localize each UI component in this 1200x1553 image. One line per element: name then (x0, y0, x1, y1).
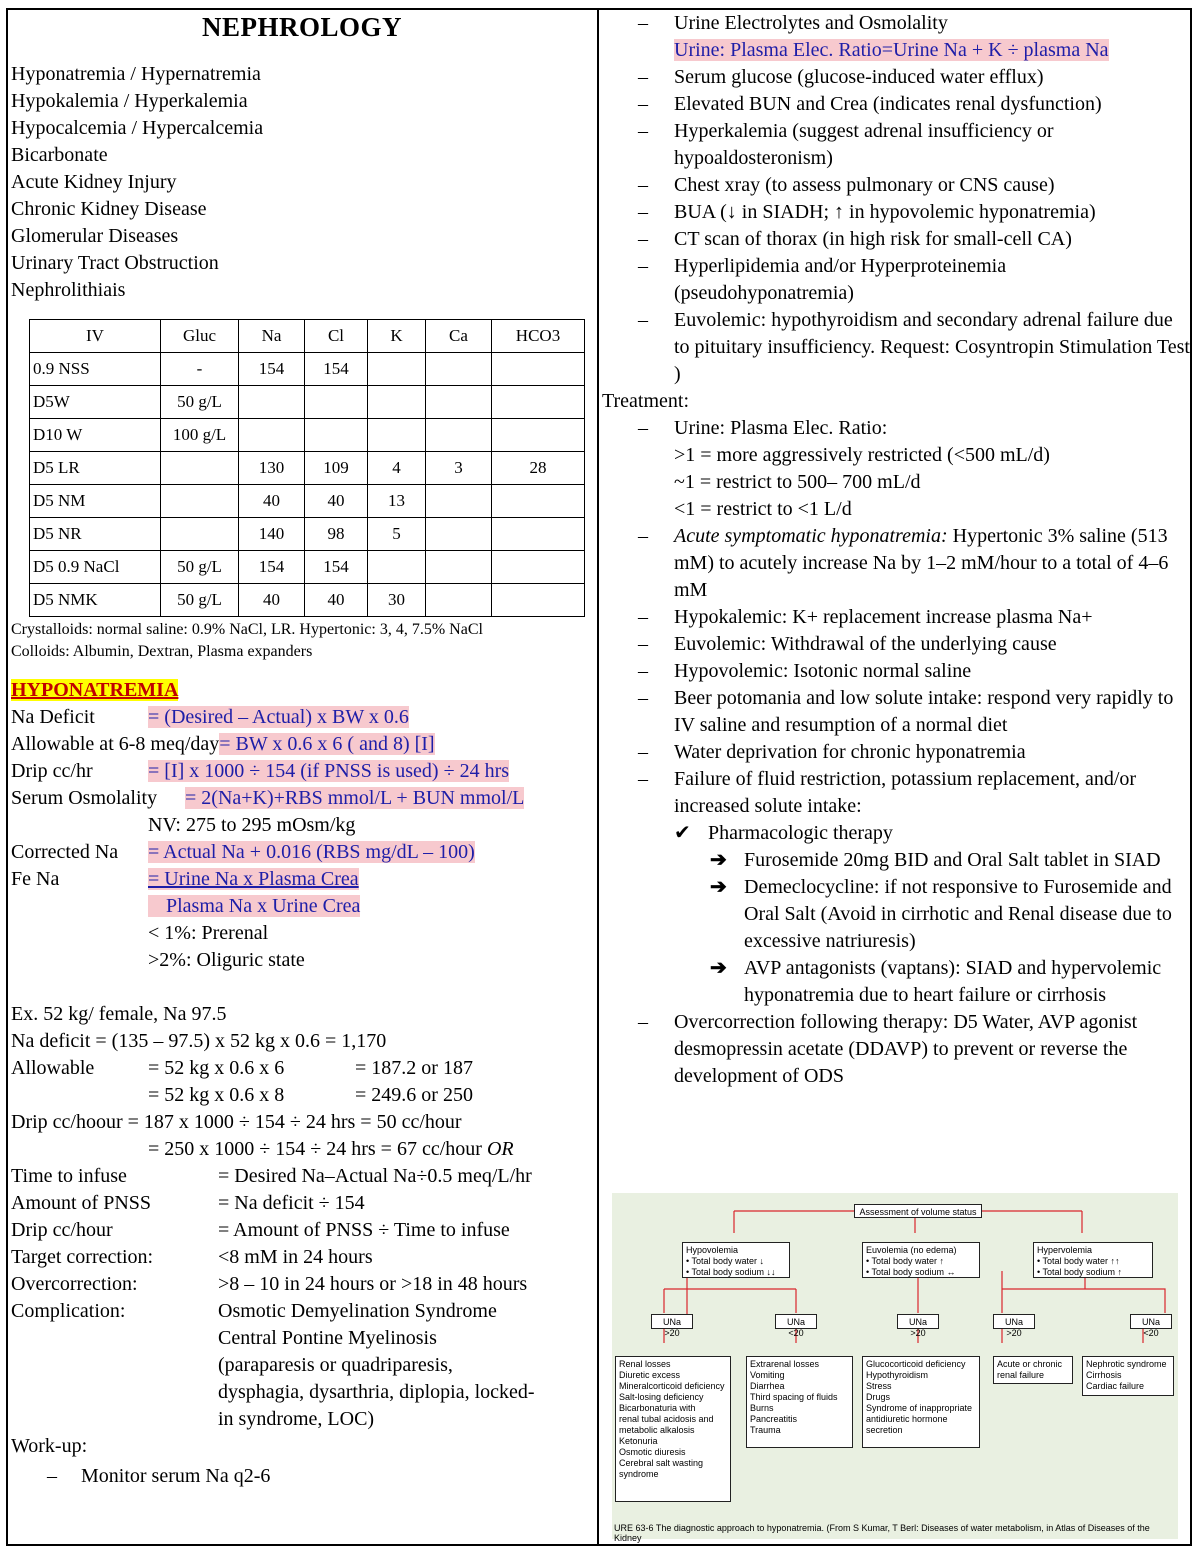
flow-una: UNa <20 (775, 1314, 817, 1329)
treatment-item: – Overcorrection following therapy: D5 Water, AVP agonist desmopressin acetate (DDAVP) to prevent or reverse the development of ODS (602, 1009, 1190, 1090)
right-column (602, 10, 1190, 1090)
workup-item: – BUA (↓ in SIADH; ↑ in hypovolemic hyponatremia) (602, 199, 1190, 226)
table-cell: 130 (239, 452, 305, 485)
flow-una: UNa >20 (651, 1314, 693, 1329)
table-row (30, 419, 585, 452)
formula-label: Corrected Na (11, 841, 119, 863)
workup-item: – Hyperlipidemia and/or Hyperproteinemia (pseudohyponatremia) (602, 253, 1190, 307)
example-text: = Desired Na–Actual Na÷0.5 meq/L/hr (218, 1165, 532, 1187)
pharm-item: ➔ Demeclocycline: if not responsive to Furosemide and Oral Salt (Avoid in cirrhotic and Renal disease due to excessive natriuresis) (602, 874, 1190, 955)
table-cell (426, 485, 492, 518)
table-cell: 50 g/L (161, 584, 239, 617)
example-text: Central Pontine Myelinosis (218, 1327, 437, 1349)
flow-una: UNa <20 (1130, 1314, 1172, 1329)
table-cell: 154 (239, 353, 305, 386)
treatment-item: – Beer potomania and low solute intake: respond very rapidly to IV saline and resumption of a normal diet (602, 685, 1190, 739)
table-cell (492, 419, 585, 452)
table-cell (368, 386, 426, 419)
hyponatremia-heading: HYPONATREMIA (11, 679, 179, 701)
table-row (30, 518, 585, 551)
fena-interpretation: >2%: Oliguric state (148, 949, 305, 971)
table-cell (492, 485, 585, 518)
table-cell (305, 419, 368, 452)
example-text: = 52 kg x 0.6 x 6 (148, 1057, 285, 1079)
treatment-list (602, 415, 1190, 820)
table-header-cell: Cl (305, 320, 368, 353)
table-cell (239, 386, 305, 419)
example-text: Ex. 52 kg/ female, Na 97.5 (11, 1003, 227, 1025)
table-cell: 154 (305, 353, 368, 386)
formula-label: Fe Na (11, 868, 60, 890)
table-cell: 100 g/L (161, 419, 239, 452)
left-column (11, 10, 593, 1490)
pharm-item: ➔ Furosemide 20mg BID and Oral Salt tablet in SIAD (602, 847, 1190, 874)
table-cell: 154 (239, 551, 305, 584)
example-text: = 249.6 or 250 (355, 1084, 473, 1106)
table-cell: D5 0.9 NaCl (30, 551, 161, 584)
table-row (30, 584, 585, 617)
table-cell (426, 353, 492, 386)
normal-value: NV: 275 to 295 mOsm/kg (148, 814, 356, 836)
treatment-label: Treatment: (602, 390, 690, 412)
treatment-item: – Water deprivation for chronic hyponatremia (602, 739, 1190, 766)
workup-list (602, 10, 1190, 388)
table-header-cell: IV (30, 320, 161, 353)
example-text: in syndrome, LOC) (218, 1408, 375, 1430)
table-cell: 98 (305, 518, 368, 551)
workup-item: – Elevated BUN and Crea (indicates renal dysfunction) (602, 91, 1190, 118)
example-label: Complication: (11, 1300, 126, 1322)
workup-item: – Serum glucose (glucose-induced water efflux) (602, 64, 1190, 91)
example-text: (paraparesis or quadriparesis, (218, 1354, 453, 1376)
flow-root: Assessment of volume status (854, 1204, 982, 1218)
table-row (30, 353, 585, 386)
example-label: Drip cc/hour (11, 1219, 113, 1241)
flow-renal-losses: Renal losses Diuretic excess Mineralcorticoid deficiency Salt-losing deficiency Bicarbonaturia with renal tubal acidosis and metabolic alkalosis Ketonuria Osmotic diuresis Cerebral salt wasting syndrome (615, 1356, 731, 1502)
formula-label: Serum Osmolality (11, 787, 158, 809)
flow-extrarenal-losses: Extrarenal losses Vomiting Diarrhea Third spacing of fluids Burns Pancreatitis Trauma (746, 1356, 853, 1448)
topic-item: Hypokalemia / Hyperkalemia (11, 90, 248, 112)
table-cell (305, 386, 368, 419)
example-text: dysphagia, dysarthria, diplopia, locked- (218, 1381, 535, 1403)
workup-item: – CT scan of thorax (in high risk for small-cell CA) (602, 226, 1190, 253)
example-text: = 52 kg x 0.6 x 8 (148, 1084, 285, 1106)
table-cell (426, 584, 492, 617)
treatment-item: – Hypokalemic: K+ replacement increase plasma Na+ (602, 604, 1190, 631)
table-cell (368, 551, 426, 584)
formula-label: Na Deficit (11, 706, 95, 728)
formula-value: = [I] x 1000 ÷ 154 (if PNSS is used) ÷ 24 hrs (148, 760, 510, 782)
flowchart-caption: URE 63-6 The diagnostic approach to hyponatremia. (From S Kumar, T Berl: Diseases of water metabolism, in Atlas of Diseases of the Kidney (614, 1523, 1150, 1543)
table-cell: 5 (368, 518, 426, 551)
table-cell: 13 (368, 485, 426, 518)
example-label: Amount of PNSS (11, 1192, 152, 1214)
table-cell (426, 551, 492, 584)
topic-item: Chronic Kidney Disease (11, 198, 207, 220)
pharmacologic-therapy: ✔ Pharmacologic therapy (602, 820, 1190, 847)
treatment-item: – Acute symptomatic hyponatremia: Hypertonic 3% saline (513 mM) to acutely increase Na by 1–2 mM/hour to a total of 4–6 mM (602, 523, 1190, 604)
table-header-cell: Na (239, 320, 305, 353)
table-cell (161, 485, 239, 518)
table-cell: 28 (492, 452, 585, 485)
flow-glucocorticoid: Glucocorticoid deficiency Hypothyroidism Stress Drugs Syndrome of inappropriate antidiuretic hormone secretion (862, 1356, 980, 1448)
table-cell: 50 g/L (161, 386, 239, 419)
table-cell: 140 (239, 518, 305, 551)
treatment-item: – Hypovolemic: Isotonic normal saline (602, 658, 1190, 685)
table-cell (426, 386, 492, 419)
table-cell (239, 419, 305, 452)
table-cell: 50 g/L (161, 551, 239, 584)
example-text: Osmotic Demyelination Syndrome (218, 1300, 497, 1322)
example-label: Overcorrection: (11, 1273, 138, 1295)
workup-item: – Euvolemic: hypothyroidism and secondary adrenal failure due to pituitary insufficiency. Request: Cosyntropin Stimulation Test ) (602, 307, 1190, 388)
iv-fluid-table (29, 319, 585, 617)
flow-una: UNa >20 (897, 1314, 939, 1329)
formula-label: Allowable at 6-8 meq/day (11, 733, 220, 755)
treatment-item: – Euvolemic: Withdrawal of the underlying cause (602, 631, 1190, 658)
table-cell (426, 419, 492, 452)
formula-value: = Actual Na + 0.016 (RBS mg/dL – 100) (148, 841, 475, 863)
formula-label: Drip cc/hr (11, 760, 93, 782)
table-cell: 40 (239, 485, 305, 518)
topic-item: Urinary Tract Obstruction (11, 252, 219, 274)
table-cell (492, 353, 585, 386)
treatment-item: – Failure of fluid restriction, potassium replacement, and/or increased solute intake: (602, 766, 1190, 820)
table-cell: 3 (426, 452, 492, 485)
table-cell: D5 NR (30, 518, 161, 551)
table-cell (492, 518, 585, 551)
topic-item: Bicarbonate (11, 144, 108, 166)
example-label: Allowable (11, 1057, 95, 1079)
table-header-cell: K (368, 320, 426, 353)
page-title: NEPHROLOGY (201, 12, 402, 42)
table-cell: 40 (305, 584, 368, 617)
table-header-cell: Ca (426, 320, 492, 353)
flow-hypervolemia: Hypervolemia • Total body water ↑↑ • Total body sodium ↑ (1033, 1242, 1153, 1278)
hyponatremia-flowchart (612, 1193, 1178, 1543)
table-cell: D5 NM (30, 485, 161, 518)
table-cell: 40 (305, 485, 368, 518)
example-text: Drip cc/hoour = 187 x 1000 ÷ 154 ÷ 24 hrs = 50 cc/hour (11, 1111, 462, 1133)
table-cell: 109 (305, 452, 368, 485)
table-cell: 0.9 NSS (30, 353, 161, 386)
table-cell (368, 353, 426, 386)
example-label: Time to infuse (11, 1165, 127, 1187)
flow-euvolemia: Euvolemia (no edema) • Total body water ↑ • Total body sodium ↔ (862, 1242, 980, 1278)
formula-value: = 2(Na+K)+RBS mmol/L + BUN mmol/L (185, 787, 525, 809)
example-label: Target correction: (11, 1246, 154, 1268)
topic-item: Hypocalcemia / Hypercalcemia (11, 117, 264, 139)
topic-item: Glomerular Diseases (11, 225, 179, 247)
fena-interpretation: < 1%: Prerenal (148, 922, 269, 944)
flow-una: UNa >20 (993, 1314, 1035, 1329)
table-cell: - (161, 353, 239, 386)
table-header-cell: Gluc (161, 320, 239, 353)
flow-hypovolemia: Hypovolemia • Total body water ↓ • Total body sodium ↓↓ (682, 1242, 790, 1278)
example-text: Na deficit = (135 – 97.5) x 52 kg x 0.6 = 1,170 (11, 1030, 387, 1052)
workup-item: – Urine Electrolytes and Osmolality Urine: Plasma Elec. Ratio=Urine Na + K ÷ plasma Na (602, 10, 1190, 64)
example-text: OR (486, 1138, 514, 1160)
formula-value: = Urine Na x Plasma Crea (148, 868, 359, 890)
table-cell: 30 (368, 584, 426, 617)
table-cell (426, 518, 492, 551)
table-cell (161, 452, 239, 485)
table-row (30, 452, 585, 485)
workup-label: Work-up: (11, 1435, 88, 1457)
note-crystalloids: Crystalloids: normal saline: 0.9% NaCl, LR. Hypertonic: 3, 4, 7.5% NaCl (11, 621, 483, 638)
topic-item: Acute Kidney Injury (11, 171, 177, 193)
table-row (30, 386, 585, 419)
topic-list (11, 61, 593, 304)
example-text: = 187.2 or 187 (355, 1057, 473, 1079)
table-cell: D5 NMK (30, 584, 161, 617)
example-text: = Amount of PNSS ÷ Time to infuse (218, 1219, 510, 1241)
table-header-cell: HCO3 (492, 320, 585, 353)
example-text: >8 – 10 in 24 hours or >18 in 48 hours (218, 1273, 528, 1295)
table-cell: 40 (239, 584, 305, 617)
formula-value: = (Desired – Actual) x BW x 0.6 (148, 706, 409, 728)
topic-item: Hyponatremia / Hypernatremia (11, 63, 261, 85)
example-text: = 250 x 1000 ÷ 154 ÷ 24 hrs = 67 cc/hour (148, 1138, 482, 1160)
note-colloids: Colloids: Albumin, Dextran, Plasma expanders (11, 643, 313, 660)
table-cell (492, 551, 585, 584)
formula-value: = BW x 0.6 x 6 ( and 8) [I] (219, 733, 435, 755)
flow-renal-failure: Acute or chronic renal failure (993, 1356, 1073, 1384)
pharm-item: ➔ AVP antagonists (vaptans): SIAD and hypervolemic hyponatremia due to heart failure or cirrhosis (602, 955, 1190, 1009)
table-cell: 4 (368, 452, 426, 485)
table-header-row (30, 320, 585, 353)
table-cell (492, 386, 585, 419)
table-cell: 154 (305, 551, 368, 584)
table-cell: D5W (30, 386, 161, 419)
table-cell (368, 419, 426, 452)
topic-item: Nephrolithiais (11, 279, 126, 301)
treatment-item: – Urine: Plasma Elec. Ratio: >1 = more aggressively restricted (<500 mL/d) ~1 = restrict to 500– 700 mL/d <1 = restrict to <1 L/d (602, 415, 1190, 523)
formula-value: Plasma Na x Urine Crea (148, 895, 360, 917)
table-cell: D5 LR (30, 452, 161, 485)
table-cell (492, 584, 585, 617)
table-cell: D10 W (30, 419, 161, 452)
workup-item: – Monitor serum Na q2-6 (11, 1463, 593, 1490)
urine-ratio-formula: Urine: Plasma Elec. Ratio=Urine Na + K ÷ plasma Na (674, 39, 1109, 61)
workup-item: – Hyperkalemia (suggest adrenal insufficiency or hypoaldosteronism) (602, 118, 1190, 172)
table-row (30, 485, 585, 518)
column-divider (597, 8, 599, 1546)
workup-item: – Chest xray (to assess pulmonary or CNS cause) (602, 172, 1190, 199)
example-text: = Na deficit ÷ 154 (218, 1192, 365, 1214)
table-cell (161, 518, 239, 551)
flow-nephrotic: Nephrotic syndrome Cirrhosis Cardiac failure (1082, 1356, 1174, 1396)
example-text: <8 mM in 24 hours (218, 1246, 373, 1268)
table-row (30, 551, 585, 584)
